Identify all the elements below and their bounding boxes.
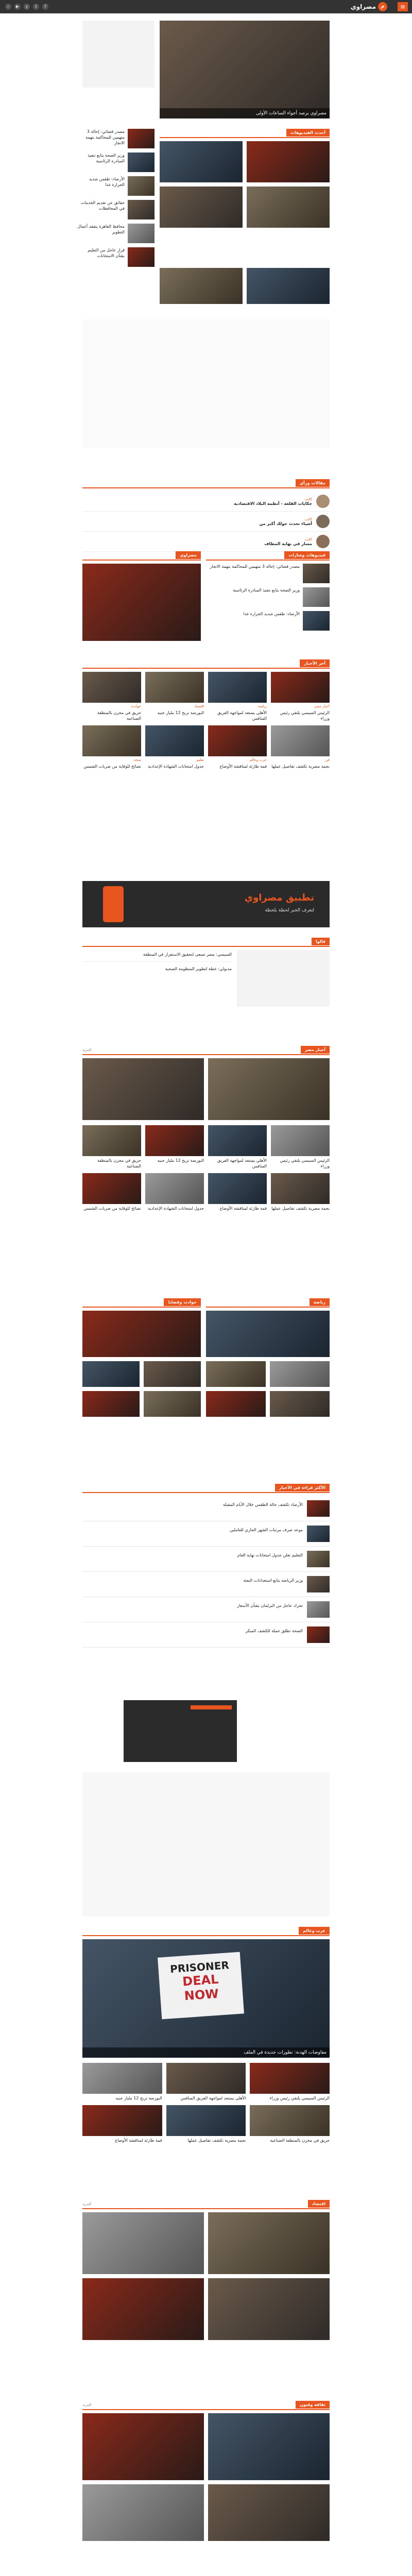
news-grid-head bbox=[82, 659, 330, 669]
news-big-head bbox=[82, 1927, 330, 1936]
list-item[interactable] bbox=[77, 129, 154, 148]
author-name[interactable]: كاتب bbox=[304, 537, 312, 541]
latest-head bbox=[82, 1484, 330, 1493]
culture-lead-3[interactable] bbox=[208, 2484, 330, 2541]
list-item[interactable] bbox=[77, 247, 154, 267]
news-big-section bbox=[82, 1927, 330, 2143]
opinion-item[interactable] bbox=[82, 512, 330, 532]
latest-item-caption[interactable]: الأرصاد تكشف حالة الطقس خلال الأيام المقبلة bbox=[223, 1502, 303, 1507]
news-card[interactable] bbox=[82, 725, 141, 769]
news-card-caption[interactable]: قمة طارئة لمناقشة الأوضاع bbox=[219, 1206, 267, 1211]
site-logo[interactable] bbox=[351, 2, 387, 11]
section-b bbox=[82, 1298, 201, 1417]
news-card-image[interactable] bbox=[166, 2105, 246, 2136]
opinions-title: مقالات ورأي bbox=[296, 479, 330, 487]
news-card[interactable] bbox=[145, 1125, 204, 1169]
latest-item-caption[interactable]: الصحة تطلق حملة للكشف المبكر bbox=[245, 1629, 303, 1633]
news-card-image[interactable] bbox=[250, 2105, 330, 2136]
news-card-caption[interactable]: نصائح للوقاية من ضربات الشمس bbox=[83, 764, 141, 769]
mid-left-title: مصراوي bbox=[176, 551, 201, 559]
latest-item-caption[interactable]: التعليم تعلن جدول امتحانات نهاية العام bbox=[237, 1553, 303, 1557]
top-navbar bbox=[0, 0, 412, 13]
watch-item-image[interactable] bbox=[247, 141, 330, 182]
mid-left bbox=[82, 551, 201, 641]
section-a-head bbox=[82, 1046, 330, 1055]
news-card[interactable] bbox=[208, 1173, 267, 1211]
section-b-img[interactable] bbox=[82, 1391, 140, 1417]
news-card-caption[interactable]: حريق في مخزن بالمنطقة الصناعية bbox=[97, 710, 141, 721]
news-card[interactable] bbox=[208, 672, 267, 721]
news-card[interactable] bbox=[82, 2063, 162, 2101]
watch-grid bbox=[160, 141, 330, 228]
mid-left-image[interactable] bbox=[82, 564, 201, 641]
section-c-title: رياضة bbox=[310, 1298, 330, 1306]
news-card-image[interactable] bbox=[82, 725, 141, 756]
watch-item[interactable] bbox=[247, 187, 330, 228]
economy-lead[interactable] bbox=[208, 2212, 330, 2274]
news-card[interactable] bbox=[145, 1173, 204, 1211]
section-a-more[interactable]: المزيد bbox=[82, 1048, 92, 1052]
section-b-img[interactable] bbox=[144, 1391, 201, 1417]
news-big-lead-caption[interactable]: مفاوضات الهدنة: تطورات جديدة في الملف bbox=[82, 2047, 330, 2058]
news-card-image[interactable] bbox=[82, 1125, 141, 1156]
list-item-caption[interactable]: حقائق عن تقديم الخدمات في المحافظات bbox=[80, 200, 125, 211]
list-item-image[interactable] bbox=[303, 611, 330, 631]
list-item[interactable] bbox=[77, 176, 154, 196]
culture-section bbox=[82, 2401, 330, 2541]
news-card-caption[interactable]: الرئيس السيسي يلتقي رئيس وزراء bbox=[280, 1158, 330, 1168]
news-card-caption[interactable]: البورصة تربح 12 مليار جنيه bbox=[157, 1158, 204, 1163]
news-card-image[interactable] bbox=[145, 672, 204, 703]
site-name: مصراوي bbox=[350, 3, 376, 10]
news-card-caption[interactable]: نصائح للوقاية من ضربات الشمس bbox=[83, 1206, 141, 1211]
list-item[interactable] bbox=[206, 564, 330, 583]
list-item-caption[interactable]: مصدر قضائي: إحالة 3 متهمين للمحاكمة بتهمة الاتجار bbox=[210, 564, 300, 569]
latest-item-caption[interactable]: تحرك عاجل من البرلمان بشأن الأسعار bbox=[237, 1603, 303, 1608]
latest-item[interactable] bbox=[82, 1622, 330, 1648]
news-card-caption[interactable]: البورصة تربح 12 مليار جنيه bbox=[115, 2096, 162, 2100]
section-c-lead[interactable] bbox=[206, 1311, 330, 1357]
latest-item[interactable] bbox=[82, 1597, 330, 1622]
hero-lead-caption[interactable]: مصراوي يرصد أجواء الساعات الأولى bbox=[160, 108, 330, 118]
news-card[interactable] bbox=[82, 1173, 141, 1211]
latest-item[interactable] bbox=[82, 1496, 330, 1521]
watch-item-image[interactable] bbox=[247, 187, 330, 228]
news-card[interactable] bbox=[82, 672, 141, 721]
news-card-caption[interactable]: الرئيس السيسي يلتقي رئيس وزراء bbox=[280, 710, 330, 721]
news-grid-title: أخر الأخبار bbox=[300, 659, 330, 667]
section-c bbox=[206, 1298, 330, 1417]
opinion-item[interactable] bbox=[82, 492, 330, 512]
news-card-image[interactable] bbox=[82, 2063, 162, 2094]
top-icons bbox=[5, 4, 48, 10]
economy-lead-3[interactable] bbox=[208, 2278, 330, 2340]
latest-item[interactable] bbox=[82, 1521, 330, 1547]
news-card-caption[interactable]: حريق في مخزن بالمنطقة الصناعية bbox=[270, 2138, 330, 2143]
watch-item-image[interactable] bbox=[160, 141, 243, 182]
author-avatar bbox=[316, 495, 330, 508]
hero-lead-image[interactable] bbox=[160, 21, 330, 118]
list-item-image[interactable] bbox=[128, 247, 154, 267]
app-promo-title: تطبيق مصراوي bbox=[244, 892, 314, 903]
news-grid bbox=[82, 672, 330, 769]
list-item-image[interactable] bbox=[303, 564, 330, 583]
news-card-image[interactable] bbox=[271, 1125, 330, 1156]
news-grid-section bbox=[82, 659, 330, 769]
author-avatar bbox=[316, 535, 330, 548]
list-item-image[interactable] bbox=[128, 200, 154, 219]
news-card-caption[interactable]: جدول امتحانات الشهادة الإعدادية bbox=[148, 764, 204, 769]
latest-item-caption[interactable]: موعد صرف مرتبات الشهر الجاري للعاملين bbox=[229, 1528, 303, 1532]
economy-section bbox=[82, 2200, 330, 2340]
quotes-section bbox=[82, 938, 330, 1007]
watch-item[interactable] bbox=[247, 141, 330, 182]
news-card-image[interactable] bbox=[145, 1125, 204, 1156]
section-a bbox=[82, 1046, 330, 1211]
quotes-title: قالوا bbox=[312, 938, 330, 945]
section-a-lead-2[interactable] bbox=[82, 1058, 204, 1120]
twitter-icon[interactable]: t bbox=[33, 4, 39, 10]
app-promo-sub: لتعرف الخبر لحظة بلحظة bbox=[265, 908, 314, 913]
hero-side bbox=[82, 21, 154, 88]
youtube-icon[interactable]: y bbox=[24, 4, 30, 10]
news-card-caption[interactable]: الأهلي يستعد لمواجهة الفريق المنافس bbox=[180, 2096, 246, 2100]
news-card-image[interactable] bbox=[145, 1173, 204, 1204]
menu-icon[interactable]: ≡ bbox=[398, 2, 408, 11]
sign-line-1: PRISONER bbox=[169, 1959, 230, 1976]
news-card-image[interactable] bbox=[82, 672, 141, 703]
list-item-image[interactable] bbox=[128, 129, 154, 148]
culture-lead-4[interactable] bbox=[82, 2484, 204, 2541]
news-card-category[interactable]: حوادث bbox=[131, 704, 141, 708]
phone-icon bbox=[103, 886, 124, 922]
economy-lead-2[interactable] bbox=[82, 2212, 204, 2274]
news-card-caption[interactable]: قمة طارئة لمناقشة الأوضاع bbox=[115, 2138, 162, 2143]
news-card-image[interactable] bbox=[166, 2063, 246, 2094]
news-card[interactable] bbox=[271, 1125, 330, 1169]
economy-head bbox=[82, 2200, 330, 2209]
list-item-caption[interactable]: محافظ القاهرة يتفقد أعمال التطوير bbox=[77, 224, 125, 234]
section-a-title: أخبار مصر bbox=[301, 1046, 330, 1054]
opinions-head bbox=[82, 479, 330, 488]
list-item-caption[interactable]: وزير الصحة يتابع تنفيذ المبادرة الرئاسية bbox=[88, 153, 125, 163]
left-list bbox=[77, 129, 154, 271]
ad-slot-1 bbox=[82, 319, 330, 448]
list-item-caption[interactable]: وزير الصحة يتابع تنفيذ المبادرة الرئاسية bbox=[233, 588, 300, 592]
protest-sign bbox=[158, 1952, 244, 2020]
sign-line-2: DEAL bbox=[182, 1972, 219, 1989]
news-card[interactable] bbox=[271, 672, 330, 721]
opinions-section bbox=[82, 479, 330, 552]
news-card-caption[interactable]: نجمة مصرية تكشف تفاصيل عملها bbox=[271, 1206, 330, 1211]
section-a-lead[interactable] bbox=[208, 1058, 330, 1120]
list-item[interactable] bbox=[77, 152, 154, 172]
latest-item[interactable] bbox=[82, 1547, 330, 1572]
watch-section bbox=[160, 129, 330, 228]
opinion-item[interactable] bbox=[82, 532, 330, 552]
news-card-category[interactable]: تعليم bbox=[196, 758, 204, 762]
latest-item-image[interactable] bbox=[307, 1576, 330, 1592]
ad-slot-2 bbox=[82, 1772, 330, 1917]
list-item-image[interactable] bbox=[128, 152, 154, 172]
list-item-caption[interactable]: الأرصاد: طقس شديد الحرارة غدا bbox=[243, 612, 300, 616]
section-a-top bbox=[82, 1058, 330, 1120]
section-b-img[interactable] bbox=[144, 1361, 201, 1387]
watch-item-image[interactable] bbox=[247, 268, 330, 304]
opinion-title[interactable]: مسار في نهاية المطاف bbox=[264, 541, 312, 546]
news-card-image[interactable] bbox=[208, 725, 267, 756]
section-b-title: حوادث وقضايا bbox=[164, 1298, 201, 1306]
section-c-img[interactable] bbox=[270, 1361, 330, 1387]
list-item[interactable] bbox=[77, 224, 154, 243]
quotes-ad bbox=[237, 950, 330, 1007]
news-card[interactable] bbox=[250, 2063, 330, 2101]
news-card-caption[interactable]: حريق في مخزن بالمنطقة الصناعية bbox=[97, 1158, 141, 1168]
latest-item-image[interactable] bbox=[307, 1626, 330, 1643]
news-card-image[interactable] bbox=[82, 1173, 141, 1204]
news-card-category[interactable]: عرب وعالم bbox=[249, 758, 267, 762]
news-card-caption[interactable]: نجمة مصرية تكشف تفاصيل عملها bbox=[187, 2138, 246, 2143]
news-card-caption[interactable]: جدول امتحانات الشهادة الإعدادية bbox=[148, 1206, 204, 1211]
mid-right-title: فيديوهات وشارات bbox=[284, 551, 330, 559]
mid-right bbox=[206, 551, 330, 635]
news-card[interactable] bbox=[208, 725, 267, 769]
news-card[interactable] bbox=[271, 725, 330, 769]
news-big-title: عرب وعالم bbox=[299, 1927, 330, 1935]
latest-item[interactable] bbox=[82, 1572, 330, 1597]
latest-item-image[interactable] bbox=[307, 1551, 330, 1567]
news-card[interactable] bbox=[166, 2063, 246, 2101]
latest-item-image[interactable] bbox=[307, 1601, 330, 1618]
news-card-category[interactable]: رياضة bbox=[258, 704, 267, 708]
latest-item-image[interactable] bbox=[307, 1526, 330, 1542]
news-card-image[interactable] bbox=[208, 672, 267, 703]
news-card-image[interactable] bbox=[271, 672, 330, 703]
news-card[interactable] bbox=[145, 672, 204, 721]
watch-item[interactable] bbox=[160, 141, 243, 182]
latest-item-image[interactable] bbox=[307, 1500, 330, 1517]
news-card[interactable] bbox=[208, 1125, 267, 1169]
facebook-icon[interactable]: f bbox=[42, 4, 48, 10]
list-item-caption[interactable]: مصدر قضائي: إحالة 3 متهمين للمحاكمة بتهمة الاتجار bbox=[85, 129, 125, 145]
search-icon[interactable]: ⌕ bbox=[5, 4, 11, 10]
news-card-image[interactable] bbox=[82, 2105, 162, 2136]
app-promo-banner[interactable] bbox=[82, 881, 330, 927]
opinion-title[interactable]: أشياء تحدث حولك أكبر من bbox=[259, 521, 312, 526]
watch-section-head bbox=[160, 129, 330, 138]
opinion-title[interactable]: حكايات القلعة - أنظمة البلاد الاقتصادية bbox=[234, 501, 312, 506]
video-icon[interactable]: ▶ bbox=[14, 4, 21, 10]
list-item-caption[interactable]: الأرصاد: طقس شديد الحرارة غدا bbox=[89, 177, 125, 187]
news-card[interactable] bbox=[82, 2105, 162, 2143]
news-card-caption[interactable]: الأهلي يستعد لمواجهة الفريق المنافس bbox=[217, 1158, 267, 1168]
quote-item[interactable]: السيسي: مصر تسعى لتحقيق الاستقرار في المنطقة bbox=[82, 952, 232, 962]
news-card-category[interactable]: صحة bbox=[133, 758, 141, 762]
news-card-caption[interactable]: الرئيس السيسي يلتقي رئيس وزراء bbox=[269, 2096, 330, 2100]
latest-section bbox=[82, 1484, 330, 1648]
list-item[interactable] bbox=[77, 200, 154, 219]
latest-item-caption[interactable]: وزير الرياضة يتابع استعدادات البعثة bbox=[243, 1578, 303, 1583]
section-c-head bbox=[206, 1298, 330, 1308]
news-card-image[interactable] bbox=[145, 725, 204, 756]
news-big-lead-image[interactable] bbox=[82, 1939, 330, 2058]
quote-item[interactable]: مدبولي: خطة لتطوير المنظومة الصحية bbox=[165, 967, 232, 971]
logo-mark-icon: م bbox=[378, 2, 387, 11]
section-b-img[interactable] bbox=[82, 1361, 140, 1387]
list-item[interactable] bbox=[206, 611, 330, 631]
news-card-image[interactable] bbox=[250, 2063, 330, 2094]
author-name[interactable]: كاتب bbox=[304, 497, 312, 501]
news-card-image[interactable] bbox=[271, 725, 330, 756]
watch-item-image[interactable] bbox=[160, 268, 243, 304]
economy-lead-4[interactable] bbox=[82, 2278, 204, 2340]
hero-side-slot bbox=[82, 21, 154, 88]
news-card-image[interactable] bbox=[208, 1173, 267, 1204]
ad-banner-accent bbox=[191, 1705, 232, 1709]
economy-more[interactable]: المزيد bbox=[82, 2202, 92, 2206]
news-card[interactable] bbox=[271, 1173, 330, 1211]
mid-right-head bbox=[206, 551, 330, 561]
news-card-caption[interactable]: الأهلي يستعد لمواجهة الفريق المنافس bbox=[217, 710, 267, 721]
watch-item[interactable] bbox=[160, 187, 243, 228]
watch-section-title: أحدث الفيديوهات bbox=[286, 129, 330, 137]
news-card-category[interactable]: اقتصاد bbox=[194, 704, 204, 708]
list-item-image[interactable] bbox=[128, 176, 154, 196]
watch-item-image[interactable] bbox=[160, 187, 243, 228]
section-b-lead[interactable] bbox=[82, 1311, 201, 1357]
list-item-image[interactable] bbox=[303, 587, 330, 607]
news-card[interactable] bbox=[145, 725, 204, 769]
sign-line-3: NOW bbox=[183, 1986, 219, 2004]
news-card-caption[interactable]: نجمة مصرية تكشف تفاصيل عملها bbox=[271, 764, 330, 769]
culture-lead-2[interactable] bbox=[82, 2413, 204, 2480]
latest-title: الأكثر قراءة في الأخبار bbox=[275, 1484, 330, 1492]
section-c-img[interactable] bbox=[206, 1391, 266, 1417]
news-card[interactable] bbox=[82, 1125, 141, 1169]
section-c-img[interactable] bbox=[206, 1361, 266, 1387]
mid-left-head bbox=[82, 551, 201, 561]
culture-more[interactable]: المزيد bbox=[82, 2403, 92, 2407]
culture-head bbox=[82, 2401, 330, 2410]
author-avatar bbox=[316, 515, 330, 528]
news-card-image[interactable] bbox=[271, 1173, 330, 1204]
news-card-image[interactable] bbox=[208, 1125, 267, 1156]
author-name[interactable]: كاتب bbox=[304, 517, 312, 521]
quotes-head bbox=[82, 938, 330, 947]
watch-grid-2 bbox=[160, 268, 330, 304]
news-card-category[interactable]: أخبار مصر bbox=[314, 704, 330, 708]
section-c-img[interactable] bbox=[270, 1391, 330, 1417]
news-card-caption[interactable]: قمة طارئة لمناقشة الأوضاع bbox=[219, 764, 267, 769]
list-item-image[interactable] bbox=[128, 224, 154, 243]
culture-title: ثقافة وفنون bbox=[296, 2401, 330, 2409]
ad-banner-dark[interactable] bbox=[124, 1700, 237, 1762]
news-card[interactable] bbox=[166, 2105, 246, 2143]
news-card-caption[interactable]: البورصة تربح 12 مليار جنيه bbox=[157, 710, 204, 715]
list-item[interactable] bbox=[206, 587, 330, 607]
news-card-category[interactable]: فن bbox=[325, 758, 330, 762]
section-b-head bbox=[82, 1298, 201, 1308]
list-item-caption[interactable]: قرار عاجل من التعليم بشأن الامتحانات bbox=[88, 248, 125, 258]
culture-lead[interactable] bbox=[208, 2413, 330, 2480]
news-card[interactable] bbox=[250, 2105, 330, 2143]
section-a-grid bbox=[82, 1125, 330, 1211]
economy-title: اقتصاد bbox=[308, 2200, 330, 2208]
